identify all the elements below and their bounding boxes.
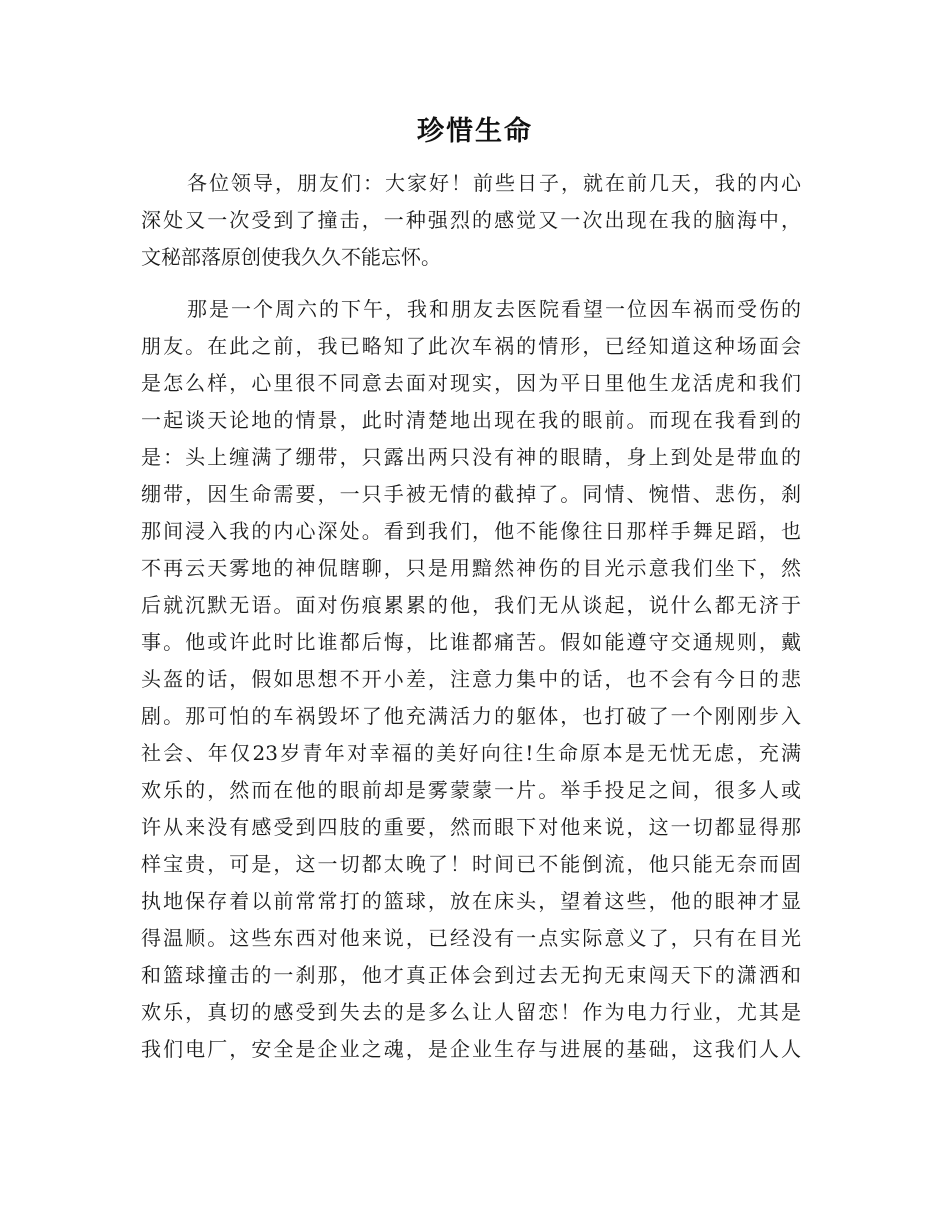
paragraph-line: 头盔的话，假如思想不开小差，注意力集中的话，也不会有今日的悲 <box>141 667 801 691</box>
paragraph-line: 一起谈天论地的情景，此时清楚地出现在我的眼前。而现在我看到的 <box>141 408 801 432</box>
paragraph-line: 深处又一次受到了撞击，一种强烈的感觉又一次出现在我的脑海中， <box>141 208 801 232</box>
paragraph-line: 后就沉默无语。面对伤痕累累的他，我们无从谈起，说什么都无济于 <box>141 593 801 617</box>
paragraph-line: 绷带，因生命需要，一只手被无情的截掉了。同情、惋惜、悲伤，刹 <box>141 482 801 506</box>
paragraph-line: 那间浸入我的内心深处。看到我们，他不能像往日那样手舞足蹈，也 <box>141 519 801 543</box>
paragraph-line: 是：头上缠满了绷带，只露出两只没有神的眼睛，身上到处是带血的 <box>141 445 801 469</box>
paragraph-line: 我们电厂，安全是企业之魂，是企业生存与进展的基础，这我们人人 <box>141 1037 801 1061</box>
paragraph-line: 朋友。在此之前，我已略知了此次车祸的情形，已经知道这种场面会 <box>141 334 801 358</box>
paragraph-line: 剧。那可怕的车祸毁坏了他充满活力的躯体，也打破了一个刚刚步入 <box>141 704 801 728</box>
paragraph-line: 是怎么样，心里很不同意去面对现实，因为平日里他生龙活虎和我们 <box>141 371 801 395</box>
paragraph-line: 社会、年仅23岁青年对幸福的美好向往!生命原本是无忧无虑，充满 <box>141 741 801 765</box>
paragraph-line: 各位领导，朋友们：大家好！前些日子，就在前几天，我的内心 <box>187 171 801 195</box>
paragraph-line: 执地保存着以前常常打的篮球，放在床头，望着这些，他的眼神才显 <box>141 889 801 913</box>
document-title: 珍惜生命 <box>417 116 533 147</box>
paragraph-line: 事。他或许此时比谁都后悔，比谁都痛苦。假如能遵守交通规则，戴 <box>141 630 801 654</box>
paragraph-line: 许从来没有感受到四肢的重要，然而眼下对他来说，这一切都显得那 <box>141 815 801 839</box>
paragraph-line: 和篮球撞击的一刹那，他才真正体会到过去无拘无束闯天下的潇洒和 <box>141 963 801 987</box>
paragraph-line: 文秘部落原创使我久久不能忘怀。 <box>141 245 441 269</box>
paragraph-line: 不再云天雾地的神侃瞎聊，只是用黯然神伤的目光示意我们坐下，然 <box>141 556 801 580</box>
paragraph-line: 那是一个周六的下午，我和朋友去医院看望一位因车祸而受伤的 <box>187 297 801 321</box>
paragraph-line: 得温顺。这些东西对他来说，已经没有一点实际意义了，只有在目光 <box>141 926 801 950</box>
paragraph-line: 样宝贵，可是，这一切都太晚了！时间已不能倒流，他只能无奈而固 <box>141 852 801 876</box>
paragraph-line: 欢乐，真切的感受到失去的是多么让人留恋！作为电力行业，尤其是 <box>141 1000 801 1024</box>
paragraph-line: 欢乐的，然而在他的眼前却是雾蒙蒙一片。举手投足之间，很多人或 <box>141 778 801 802</box>
